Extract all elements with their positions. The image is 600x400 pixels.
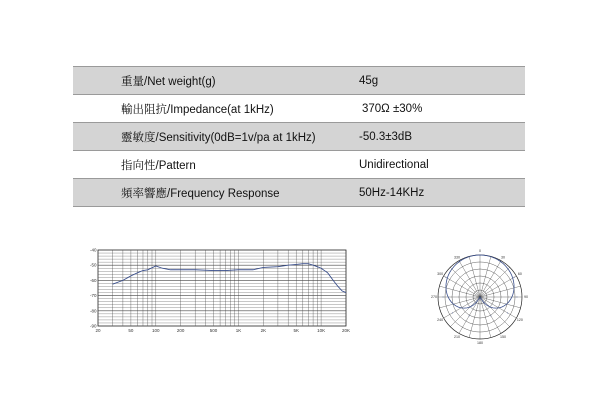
spec-value: 370Ω ±30% [362,102,423,115]
polar-pattern-svg [430,247,530,347]
spec-value: Unidirectional [359,158,429,171]
polar-data-point [514,277,515,278]
spec-value: -50.3±3dB [359,130,412,143]
y-tick-label: -50 [89,262,97,268]
polar-angle-label: 330 [454,255,460,260]
x-tick-label: 50 [128,328,134,333]
polar-data-point [480,255,481,256]
y-tick-label: -90 [89,323,97,329]
y-tick-label: -40 [89,247,97,253]
polar-angle-label: 120 [516,318,523,323]
spec-label: 輸出阻抗/Impedance(at 1kHz) [121,103,274,116]
polar-angle-label: 30 [501,255,505,260]
polar-data-point [480,297,481,298]
polar-data-point [500,261,501,262]
x-tick-label: 2K [260,328,267,333]
x-tick-label: 200 [176,328,185,333]
polar-data-point [517,297,518,298]
x-tick-label: 20 [95,328,101,333]
x-tick-label: 100 [152,328,160,333]
spec-row [73,95,525,123]
polar-angle-label: 0 [479,249,481,254]
polar-angle-label: 180 [477,341,483,346]
polar-angle-label: 210 [454,335,460,340]
y-tick-label: -70 [89,293,97,299]
spec-value: 50Hz-14KHz [359,186,425,199]
polar-data-point [507,313,508,314]
spec-row [73,67,525,95]
x-tick-label: 20K [341,328,351,333]
plot-frame [98,250,346,326]
polar-data-point [445,277,446,278]
y-tick-label: -80 [89,308,97,314]
polar-data-point [452,313,453,314]
spec-value: 45g [359,74,379,87]
x-tick-label: 10K [317,328,326,333]
polar-data-point [490,315,491,316]
y-tick-label: -60 [89,277,97,283]
polar-angle-label: 150 [500,335,506,340]
polar-data-point [459,261,460,262]
polar-data-point [469,315,470,316]
polar-data-point [443,297,444,298]
spec-label: 重量/Net weight(g) [121,75,216,88]
polar-angle-label: 240 [437,318,444,323]
x-tick-label: 1K [235,328,242,333]
polar-angle-label: 60 [517,272,522,277]
frequency-response-chart [84,247,354,339]
x-tick-label: 500 [209,328,218,333]
spec-label: 頻率響應/Frequency Response [121,187,280,200]
specification-table [73,66,525,207]
frequency-response-svg [84,247,354,339]
x-tick-label: 5K [293,328,299,333]
polar-pattern-chart [430,247,530,347]
polar-angle-label: 90 [524,295,528,300]
spec-row [73,151,525,179]
spec-label: 指向性/Pattern [121,159,196,172]
spec-row [73,123,525,151]
polar-angle-label: 270 [431,295,437,300]
spec-row [73,179,525,207]
polar-angle-label: 300 [437,272,444,277]
spec-label: 靈敏度/Sensitivity(0dB=1v/pa at 1kHz) [121,131,316,144]
